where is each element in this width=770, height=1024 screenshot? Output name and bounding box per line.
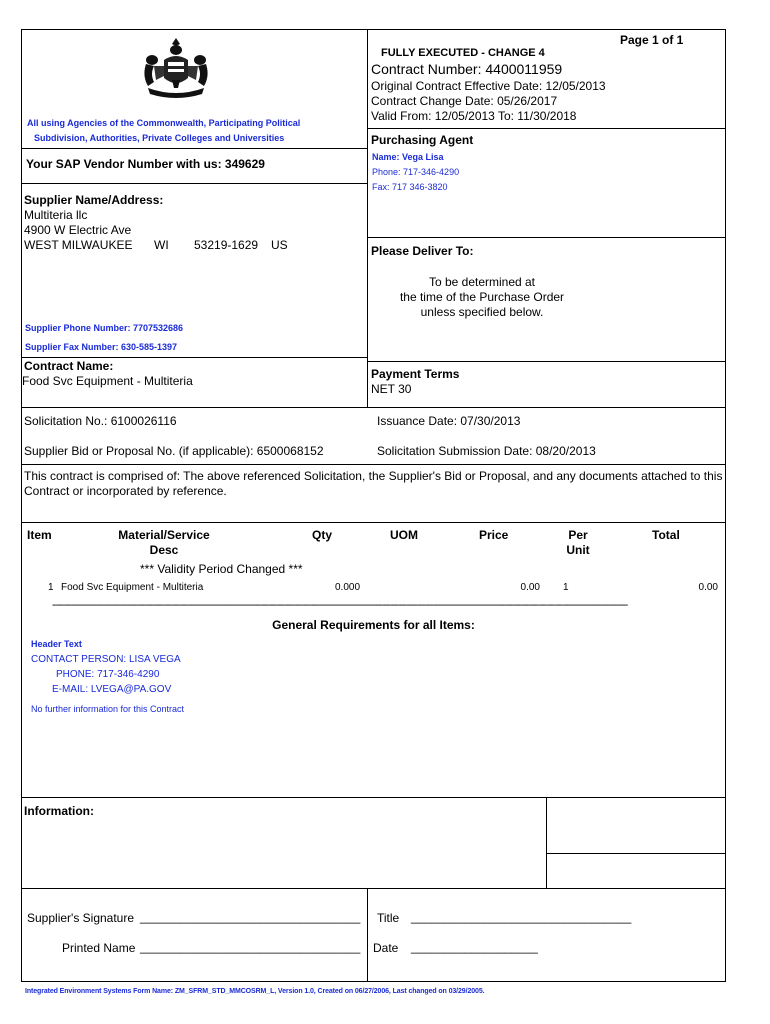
supplier-phone: Supplier Phone Number: 7707532686 [25, 323, 184, 333]
rule-contract-name-top [21, 357, 368, 358]
issuance-date: Issuance Date: 07/30/2013 [377, 414, 521, 428]
row-price: 0.00 [520, 582, 540, 593]
col-header-qty: Qty [312, 528, 333, 542]
page-number: Page 1 of 1 [620, 33, 684, 47]
agencies-line-1: All using Agencies of the Commonwealth, Participating Political [27, 118, 301, 128]
contact-email: E-MAIL: LVEGA@PA.GOV [52, 684, 172, 695]
col-header-uom: UOM [390, 528, 418, 542]
purchasing-agent-name: Name: Vega Lisa [372, 152, 444, 162]
purchasing-agent-phone: Phone: 717-346-4290 [372, 167, 460, 177]
deliver-line-2: the time of the Purchase Order [399, 290, 565, 304]
supplier-fax: Supplier Fax Number: 630-585-1397 [25, 342, 178, 352]
row-total: 0.00 [698, 582, 718, 593]
rule-information-top [21, 797, 726, 798]
date-label: Date [373, 941, 399, 955]
contract-number: Contract Number: 4400011959 [371, 61, 563, 77]
supplier-state: WI [154, 238, 169, 252]
contact-phone: PHONE: 717-346-4290 [56, 669, 160, 680]
row-qty: 0.000 [335, 582, 361, 593]
header-divider-vertical [367, 29, 368, 407]
rule-agent-top [367, 128, 726, 129]
supplier-zip: 53219-1629 [194, 238, 259, 252]
outer-border-bottom [21, 981, 726, 982]
rule-deliver-top [367, 237, 726, 238]
row-item: 1 [48, 582, 54, 593]
payment-terms-value: NET 30 [371, 382, 412, 396]
rule-signature-divider [367, 888, 368, 982]
rule-payment-top [367, 361, 726, 362]
rule-comprised-top [21, 464, 726, 465]
title-label: Title [377, 911, 400, 925]
supplier-city: WEST MILWAUKEE [24, 238, 133, 252]
row-desc: Food Svc Equipment - Multiteria [61, 582, 204, 593]
purchasing-agent-title: Purchasing Agent [371, 133, 474, 147]
supplier-signature-label: Supplier's Signature [27, 911, 135, 925]
rule-signature-top [21, 888, 726, 889]
information-label: Information: [24, 804, 94, 818]
contact-person: CONTACT PERSON: LISA VEGA [31, 654, 181, 665]
agencies-line-2: Subdivision, Authorities, Private Colleges and Universities [34, 133, 285, 143]
col-header-per-unit: Per Unit [566, 528, 590, 557]
change-date: Contract Change Date: 05/26/2017 [371, 94, 558, 108]
col-header-price: Price [479, 528, 509, 542]
contract-status: FULLY EXECUTED - CHANGE 4 [381, 47, 545, 59]
outer-border-right [725, 29, 726, 982]
valid-period: Valid From: 12/05/2013 To: 11/30/2018 [371, 109, 577, 123]
row-per: 1 [563, 582, 569, 593]
deliver-line-1: To be determined at [428, 275, 536, 289]
form-footer: Integrated Environment Systems Form Name: ZM_SFRM_STD_MMCOSRM_L, Version 1.0, Created on 06/27/2006, Last changed on 03/29/2005. [25, 988, 485, 995]
contract-name-title: Contract Name: [24, 359, 114, 373]
col-header-item: Item [27, 528, 52, 542]
supplier-title: Supplier Name/Address: [24, 193, 164, 207]
vendor-number: Your SAP Vendor Number with us: 349629 [26, 157, 265, 171]
deliver-title: Please Deliver To: [371, 244, 474, 258]
deliver-line-3: unless specified below. [420, 305, 544, 319]
rule-information-inner [546, 853, 726, 854]
rule-agencies-bottom [21, 148, 368, 149]
supplier-signature-line[interactable]: _________________________________ [140, 910, 361, 924]
supplier-name: Multiteria llc [24, 208, 88, 222]
outer-border-left [21, 29, 22, 982]
title-line[interactable]: _________________________________ [411, 910, 632, 924]
supplier-bid-number: Supplier Bid or Proposal No. (if applicable): 6500068152 [24, 444, 324, 458]
supplier-country: US [271, 238, 288, 252]
col-header-desc: Material/Service Desc [118, 528, 210, 557]
submission-date: Solicitation Submission Date: 08/20/2013 [377, 444, 596, 458]
contract-name-value: Food Svc Equipment - Multiteria [22, 374, 193, 388]
commonwealth-seal [136, 36, 216, 100]
date-line[interactable]: ___________________ [411, 940, 538, 954]
rule-solicitation-top [21, 407, 726, 408]
rule-table-top [21, 522, 726, 523]
table-separator: ------------------------------------------------------------------------------------------------------------------------------------------------------------------------------------------------------------------------ [52, 599, 628, 611]
header-text-label: Header Text [31, 639, 82, 649]
supplier-street: 4900 W Electric Ave [24, 223, 132, 237]
printed-name-label: Printed Name [62, 941, 136, 955]
printed-name-line[interactable]: _________________________________ [140, 940, 361, 954]
no-further-info: No further information for this Contract [31, 704, 185, 714]
general-requirements-title: General Requirements for all Items: [272, 618, 475, 632]
payment-terms-title: Payment Terms [371, 367, 460, 381]
effective-date: Original Contract Effective Date: 12/05/2013 [371, 79, 606, 93]
rule-information-divider [546, 797, 547, 888]
rule-vendor-bottom [21, 183, 368, 184]
solicitation-number: Solicitation No.: 6100026116 [24, 414, 177, 428]
validity-period-note: *** Validity Period Changed *** [140, 562, 303, 576]
purchasing-agent-fax: Fax: 717 346-3820 [372, 182, 448, 192]
outer-border-top [21, 29, 726, 30]
contract-comprised-text: This contract is comprised of: The above referenced Solicitation, the Supplier's Bid or Proposal, and any documents attached to this Contract or incorporated by reference. [24, 469, 723, 498]
col-header-total: Total [652, 528, 680, 542]
